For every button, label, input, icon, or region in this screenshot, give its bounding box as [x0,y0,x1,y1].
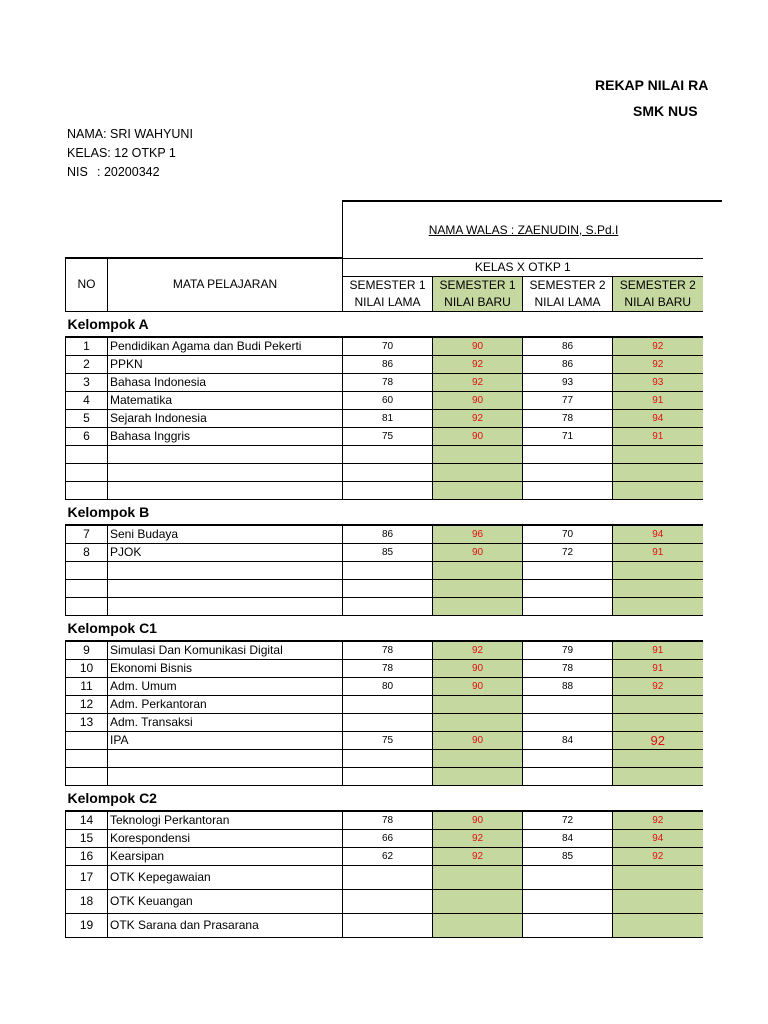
semester2-old-grade [523,865,613,889]
semester1-new-grade [433,579,523,597]
semester1-old-grade [343,767,433,785]
semester1-old-grade: 66 [343,829,433,847]
group-label: Kelompok C2 [66,785,703,811]
subject-name: Adm. Perkantoran [108,695,343,713]
subject-name: Adm. Umum [108,677,343,695]
semester2-new-grade [613,445,703,463]
student-class: KELAS: 12 OTKP 1 [67,146,176,160]
row-number [66,561,108,579]
semester1-new-grade: 92 [433,355,523,373]
table-row [66,481,703,499]
table-row [66,427,703,445]
semester1-old-grade: 75 [343,731,433,749]
table-row [66,391,703,409]
semester2-old-grade: 78 [523,409,613,427]
semester2-new-grade: 92 [613,847,703,865]
semester2-old-grade [523,889,613,913]
subject-name: OTK Sarana dan Prasarana [108,913,343,937]
subject-name [108,445,343,463]
subject-name: Bahasa Inggris [108,427,343,445]
semester2-old-grade [523,749,613,767]
group-header-row [66,785,703,811]
semester1-new-grade [433,713,523,731]
group-label: Kelompok B [66,499,703,525]
row-number: 13 [66,713,108,731]
semester1-old-grade: 60 [343,391,433,409]
semester2-new-grade: 94 [613,525,703,544]
row-number [66,579,108,597]
semester2-old-grade: 86 [523,337,613,356]
semester1-old-grade: 86 [343,355,433,373]
school-name: SMK NUS [633,103,698,119]
row-number: 11 [66,677,108,695]
semester2-new-grade [613,889,703,913]
table-row [66,677,703,695]
semester2-old-grade: 71 [523,427,613,445]
semester2-old-grade: 70 [523,525,613,544]
subject-name: Bahasa Indonesia [108,373,343,391]
row-number: 17 [66,865,108,889]
header-s2-new-sub: NILAI BARU [613,294,703,312]
subject-name [108,597,343,615]
subject-name: Seni Budaya [108,525,343,544]
class-header: KELAS X OTKP 1 [343,258,703,276]
semester1-new-grade [433,913,523,937]
row-number: 1 [66,337,108,356]
semester1-old-grade [343,445,433,463]
table-row [66,561,703,579]
row-number [66,767,108,785]
semester1-new-grade: 90 [433,427,523,445]
group-header-row [66,615,703,641]
header-subject: MATA PELAJARAN [108,258,343,311]
table-row [66,409,703,427]
semester1-old-grade [343,481,433,499]
row-number: 16 [66,847,108,865]
semester2-new-grade [613,713,703,731]
subject-name [108,767,343,785]
semester2-old-grade [523,579,613,597]
row-number: 6 [66,427,108,445]
semester2-new-grade: 91 [613,427,703,445]
header-s1-new-sub: NILAI BARU [433,294,523,312]
semester1-new-grade: 90 [433,811,523,830]
subject-name: Ekonomi Bisnis [108,659,343,677]
table-row [66,337,703,356]
table-row [66,525,703,544]
subject-name [108,579,343,597]
semester1-old-grade: 78 [343,373,433,391]
semester2-new-grade [613,695,703,713]
semester1-new-grade: 92 [433,373,523,391]
semester2-new-grade [613,913,703,937]
table-row [66,767,703,785]
nis-label: NIS [67,165,88,179]
semester2-new-grade: 94 [613,409,703,427]
semester2-new-grade [613,597,703,615]
row-number [66,749,108,767]
row-number: 9 [66,641,108,660]
table-row [66,847,703,865]
table-row [66,913,703,937]
header-s1-old-sub: NILAI LAMA [343,294,433,312]
table-row [66,641,703,660]
table-row [66,829,703,847]
semester2-old-grade: 72 [523,543,613,561]
table-row [66,889,703,913]
semester1-old-grade: 80 [343,677,433,695]
semester2-new-grade [613,561,703,579]
nis-value: : 20200342 [97,165,160,179]
subject-name: OTK Kepegawaian [108,865,343,889]
row-number: 7 [66,525,108,544]
semester2-new-grade: 93 [613,373,703,391]
header-s1-new: SEMESTER 1 [433,276,523,294]
table-row [66,373,703,391]
row-number: 10 [66,659,108,677]
semester1-old-grade: 86 [343,525,433,544]
header-s2-old-sub: NILAI LAMA [523,294,613,312]
semester2-new-grade: 92 [613,337,703,356]
semester2-new-grade: 91 [613,543,703,561]
row-number [66,731,108,749]
subject-name [108,481,343,499]
semester1-new-grade: 92 [433,409,523,427]
semester2-old-grade: 79 [523,641,613,660]
semester1-new-grade: 92 [433,847,523,865]
row-number: 3 [66,373,108,391]
semester1-old-grade: 78 [343,811,433,830]
semester2-old-grade: 84 [523,731,613,749]
semester2-new-grade [613,767,703,785]
row-number: 5 [66,409,108,427]
semester1-new-grade: 90 [433,543,523,561]
semester2-old-grade [523,481,613,499]
semester1-old-grade: 70 [343,337,433,356]
semester1-new-grade: 92 [433,829,523,847]
row-number: 18 [66,889,108,913]
semester1-old-grade: 62 [343,847,433,865]
row-number: 19 [66,913,108,937]
semester1-old-grade [343,463,433,481]
semester1-new-grade [433,463,523,481]
row-number [66,445,108,463]
semester2-new-grade: 91 [613,659,703,677]
row-number: 12 [66,695,108,713]
header-s1-old: SEMESTER 1 [343,276,433,294]
table-row [66,355,703,373]
semester1-new-grade: 90 [433,391,523,409]
semester2-new-grade: 91 [613,641,703,660]
semester1-new-grade [433,597,523,615]
header-no: NO [66,258,108,311]
subject-name [108,463,343,481]
semester2-new-grade [613,481,703,499]
subject-name: PJOK [108,543,343,561]
semester1-old-grade [343,561,433,579]
semester1-new-grade [433,481,523,499]
row-number [66,481,108,499]
semester1-new-grade [433,695,523,713]
semester1-new-grade: 90 [433,677,523,695]
semester2-new-grade: 92 [613,677,703,695]
subject-name: IPA [108,731,343,749]
semester1-new-grade [433,865,523,889]
table-row [66,695,703,713]
semester1-old-grade [343,713,433,731]
semester1-old-grade [343,695,433,713]
subject-name: OTK Keuangan [108,889,343,913]
table-row [66,579,703,597]
subject-name: PPKN [108,355,343,373]
semester1-old-grade [343,889,433,913]
homeroom-teacher: NAMA WALAS : ZAENUDIN, S.Pd.I [428,223,619,237]
subject-name [108,749,343,767]
table-row [66,445,703,463]
table-row [66,463,703,481]
semester1-new-grade: 96 [433,525,523,544]
semester2-new-grade: 92 [613,731,703,749]
semester2-old-grade: 84 [523,829,613,847]
semester2-old-grade [523,597,613,615]
subject-name: Matematika [108,391,343,409]
semester2-new-grade: 94 [613,829,703,847]
semester1-new-grade [433,749,523,767]
semester2-new-grade [613,463,703,481]
semester2-old-grade [523,913,613,937]
header-s2-old: SEMESTER 2 [523,276,613,294]
semester2-new-grade [613,579,703,597]
table-row [66,659,703,677]
group-header-row [66,499,703,525]
table-row [66,543,703,561]
semester2-old-grade [523,561,613,579]
table-row [66,597,703,615]
report-title: REKAP NILAI RA [595,77,709,93]
semester2-old-grade: 72 [523,811,613,830]
semester2-old-grade: 85 [523,847,613,865]
header-s2-new: SEMESTER 2 [613,276,703,294]
semester1-old-grade [343,913,433,937]
semester2-old-grade [523,695,613,713]
table-row [66,749,703,767]
semester1-old-grade [343,579,433,597]
semester1-old-grade [343,749,433,767]
subject-name [108,561,343,579]
row-number: 14 [66,811,108,830]
semester1-new-grade [433,561,523,579]
semester1-old-grade: 78 [343,641,433,660]
homeroom-teacher-box [342,200,722,258]
group-label: Kelompok A [66,311,703,337]
subject-name: Pendidikan Agama dan Budi Pekerti [108,337,343,356]
row-number: 2 [66,355,108,373]
row-number: 4 [66,391,108,409]
semester2-old-grade: 86 [523,355,613,373]
semester1-old-grade: 75 [343,427,433,445]
semester2-old-grade [523,713,613,731]
semester2-new-grade: 92 [613,811,703,830]
semester1-old-grade [343,597,433,615]
row-number [66,597,108,615]
semester2-new-grade [613,749,703,767]
semester1-new-grade: 90 [433,731,523,749]
semester2-old-grade: 78 [523,659,613,677]
semester2-old-grade: 77 [523,391,613,409]
semester2-new-grade: 91 [613,391,703,409]
semester2-new-grade [613,865,703,889]
semester1-new-grade [433,767,523,785]
semester2-old-grade [523,767,613,785]
table-row [66,811,703,830]
semester1-old-grade [343,865,433,889]
semester1-new-grade [433,889,523,913]
student-name: NAMA: SRI WAHYUNI [67,127,193,141]
grades-table [65,257,703,938]
row-number: 8 [66,543,108,561]
semester2-old-grade [523,463,613,481]
subject-name: Kearsipan [108,847,343,865]
semester1-new-grade [433,445,523,463]
semester1-old-grade: 78 [343,659,433,677]
table-row [66,865,703,889]
row-number [66,463,108,481]
semester1-new-grade: 92 [433,641,523,660]
semester1-old-grade: 85 [343,543,433,561]
row-number: 15 [66,829,108,847]
semester2-old-grade [523,445,613,463]
subject-name: Teknologi Perkantoran [108,811,343,830]
table-row [66,731,703,749]
subject-name: Simulasi Dan Komunikasi Digital [108,641,343,660]
student-nis [67,165,160,179]
semester2-old-grade: 88 [523,677,613,695]
subject-name: Sejarah Indonesia [108,409,343,427]
semester2-old-grade: 93 [523,373,613,391]
subject-name: Adm. Transaksi [108,713,343,731]
group-label: Kelompok C1 [66,615,703,641]
semester1-new-grade: 90 [433,337,523,356]
semester2-new-grade: 92 [613,355,703,373]
semester1-old-grade: 81 [343,409,433,427]
semester1-new-grade: 90 [433,659,523,677]
table-row [66,713,703,731]
group-header-row [66,311,703,337]
subject-name: Korespondensi [108,829,343,847]
